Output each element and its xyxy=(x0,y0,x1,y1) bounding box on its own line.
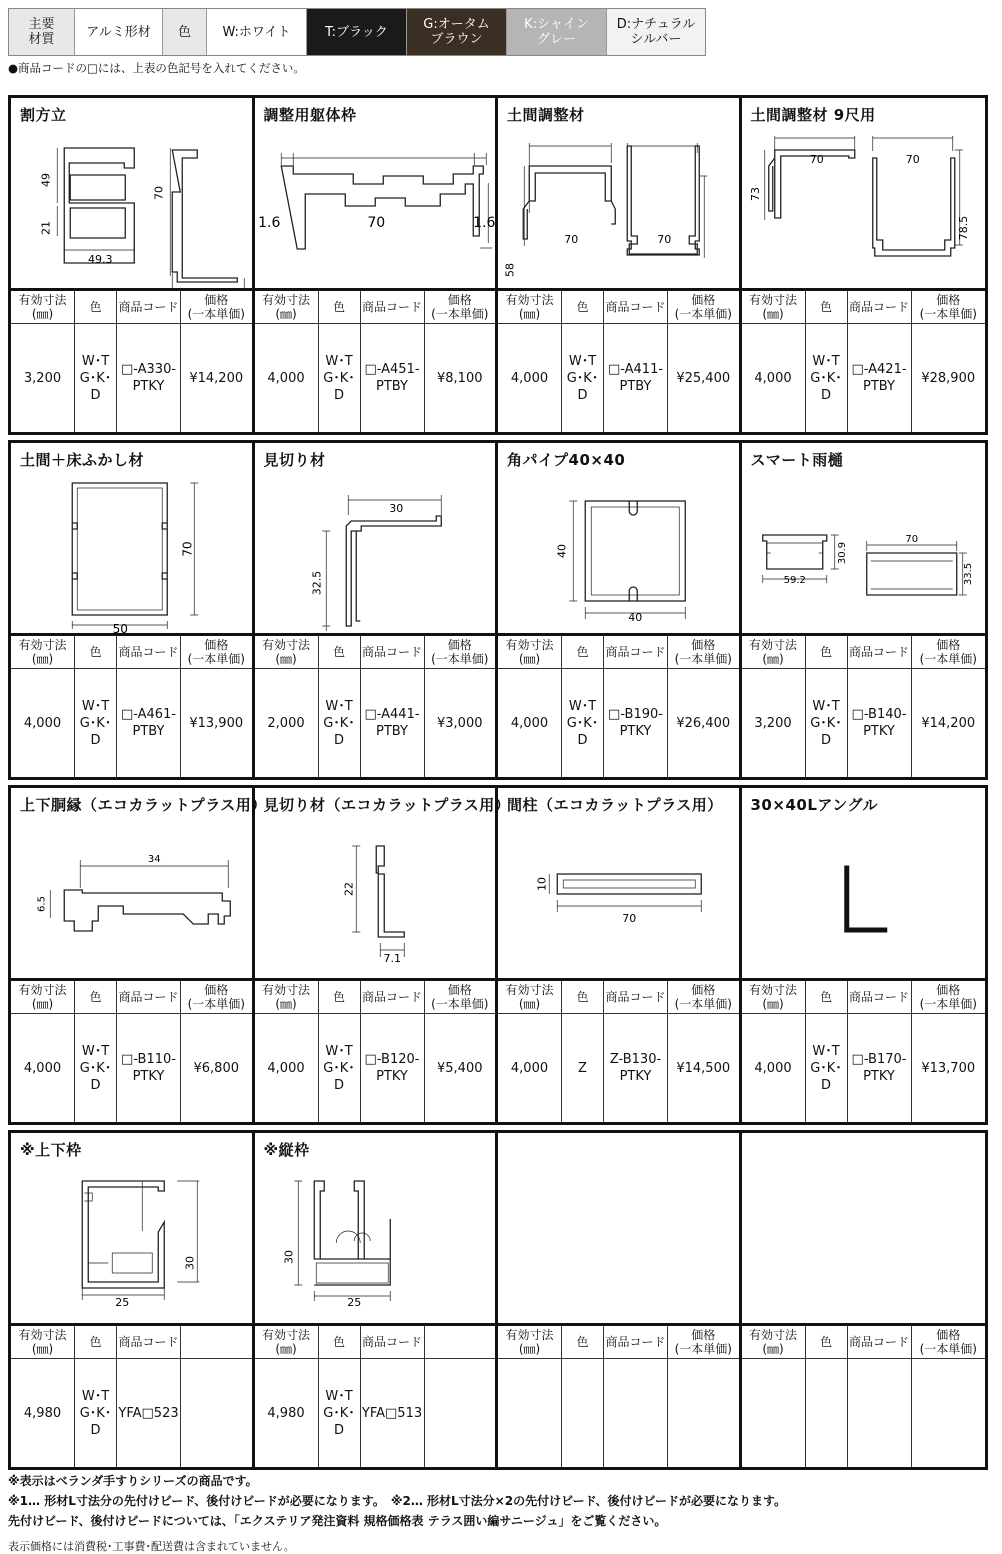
profile-drawing xyxy=(742,818,986,978)
profile-drawing xyxy=(498,818,739,978)
spec-code: □-A411- PTBY xyxy=(604,324,668,433)
dimension-label: 49 xyxy=(39,173,53,187)
dimension-label: 70 xyxy=(366,215,385,231)
product-title: ※上下枠 xyxy=(20,1141,82,1159)
spec-length: 3,200 xyxy=(742,669,806,778)
dimension-label: 34 xyxy=(147,854,161,865)
spec-header-length: 有効寸法 (㎜) xyxy=(742,1326,806,1359)
color-material-table xyxy=(8,8,706,56)
spec-header-color: 色 xyxy=(805,636,847,669)
spec-header-color: 色 xyxy=(75,1326,117,1359)
profile-drawing xyxy=(498,473,739,633)
spec-header-length: 有効寸法 (㎜) xyxy=(498,291,562,324)
profile-drawing xyxy=(11,1163,252,1323)
product-cell xyxy=(742,1133,986,1467)
dimension-label: 59.2 xyxy=(783,575,806,586)
spec-header-length: 有効寸法 (㎜) xyxy=(11,636,75,669)
dimension-label: 21 xyxy=(39,221,53,235)
spec-header-code: 商品コード xyxy=(360,636,424,669)
spec-price xyxy=(424,1359,495,1468)
spec-table xyxy=(255,288,496,432)
dimension-label: 70 xyxy=(622,912,637,925)
spec-price: ¥13,900 xyxy=(189,715,244,731)
spec-header-code: 商品コード xyxy=(604,636,668,669)
header-cell: K:シャイン グレー xyxy=(507,9,607,55)
spec-header-price: 価格 (一本単価) xyxy=(424,981,495,1014)
spec-length: 4,000 xyxy=(498,669,562,778)
product-cell xyxy=(11,1133,255,1467)
dimension-label: 70 xyxy=(905,153,920,166)
spec-code: □-A461- PTBY xyxy=(117,669,181,778)
spec-color: W･T G･K･D xyxy=(318,669,360,778)
product-cell xyxy=(255,98,499,432)
spec-code xyxy=(847,1359,911,1468)
spec-code: □-B120- PTKY xyxy=(360,1014,424,1123)
spec-code: □-A421- PTBY xyxy=(847,324,911,433)
spec-header-color: 色 xyxy=(318,1326,360,1359)
profile-drawing xyxy=(255,818,496,978)
spec-header-color: 色 xyxy=(318,981,360,1014)
spec-price: ¥14,200 xyxy=(921,715,976,731)
spec-color: W･T G･K･D xyxy=(75,1014,117,1123)
dimension-label: 70 xyxy=(180,541,195,557)
spec-header-length: 有効寸法 (㎜) xyxy=(255,1326,319,1359)
product-title: ※縦枠 xyxy=(263,1141,310,1159)
header-cell: T:ブラック xyxy=(307,9,407,55)
profile-drawing xyxy=(255,473,496,633)
spec-code: □-B140- PTKY xyxy=(847,669,911,778)
spec-length: 4,000 xyxy=(255,1014,319,1123)
dimension-label: 30.9 xyxy=(836,541,848,565)
spec-header-length: 有効寸法 (㎜) xyxy=(742,291,806,324)
spec-length: 4,000 xyxy=(498,324,562,433)
spec-price: ¥5,400 xyxy=(437,1060,483,1076)
spec-header-code: 商品コード xyxy=(604,981,668,1014)
dimension-label: 32.5 xyxy=(309,570,323,596)
dimension-label: 40 xyxy=(628,611,643,624)
product-cell xyxy=(255,443,499,777)
spec-header-price: 価格 (一本単価) xyxy=(181,636,252,669)
spec-code: □-B170- PTKY xyxy=(847,1014,911,1123)
product-cell xyxy=(498,98,742,432)
spec-header-length: 有効寸法 (㎜) xyxy=(255,636,319,669)
spec-header-color: 色 xyxy=(75,636,117,669)
dimension-label: 1.6 xyxy=(472,215,495,231)
profile-drawing xyxy=(11,473,252,633)
spec-code: YFA□523 xyxy=(117,1359,181,1468)
spec-header-price: 価格 (一本単価) xyxy=(181,291,252,324)
spec-header-price: 価格 (一本単価) xyxy=(181,981,252,1014)
dimension-label: 6.5 xyxy=(36,896,48,912)
footer-note-2: ※1… 形材L寸法分の先付けビード、後付けビードが必要になります。 ※2… 形材L寸法分×2の先付けビード、後付けビードが必要になります。 xyxy=(8,1494,787,1508)
spec-header-code: 商品コード xyxy=(604,1326,668,1359)
spec-header-length: 有効寸法 (㎜) xyxy=(11,291,75,324)
spec-length: 4,000 xyxy=(11,1014,75,1123)
product-cell xyxy=(11,98,255,432)
product-title: 割方立 xyxy=(20,106,67,124)
spec-header-price: 価格 (一本単価) xyxy=(911,636,985,669)
spec-code: □-A330- PTKY xyxy=(117,324,181,433)
product-title: 土間調整材 xyxy=(507,106,585,124)
spec-code: YFA□513 xyxy=(360,1359,424,1468)
spec-header-code: 商品コード xyxy=(847,636,911,669)
spec-header-code: 商品コード xyxy=(847,291,911,324)
product-title: 調整用躯体枠 xyxy=(263,106,357,124)
spec-table xyxy=(11,288,252,432)
header-cell: W:ホワイト xyxy=(207,9,307,55)
dimension-label: 25 xyxy=(115,1296,130,1309)
header-cell: D:ナチュラル シルバー xyxy=(607,9,705,55)
product-row xyxy=(8,440,988,780)
spec-color: W･T G･K･D xyxy=(805,1014,847,1123)
product-row xyxy=(8,95,988,435)
spec-header-length: 有効寸法 (㎜) xyxy=(498,1326,562,1359)
spec-price: ¥14,500 xyxy=(676,1060,731,1076)
dimension-label: 73 xyxy=(748,187,762,201)
spec-header-price: 価格 (一本単価) xyxy=(668,981,739,1014)
spec-header-blank xyxy=(424,1326,495,1359)
spec-price xyxy=(181,1359,252,1468)
product-cell xyxy=(742,788,986,1122)
spec-header-price: 価格 (一本単価) xyxy=(424,636,495,669)
profile-drawing xyxy=(498,128,739,288)
product-title: 30×40Lアングル xyxy=(750,796,879,814)
product-title: 見切り材（エコカラットプラス用） xyxy=(263,796,511,814)
spec-length: 4,980 xyxy=(11,1359,75,1468)
spec-header-price: 価格 (一本単価) xyxy=(911,1326,985,1359)
spec-header-color: 色 xyxy=(562,1326,604,1359)
header-cell: G:オータム ブラウン xyxy=(407,9,507,55)
spec-length: 4,000 xyxy=(255,324,319,433)
header-cell: アルミ形材 xyxy=(75,9,163,55)
spec-color: W･T G･K･D xyxy=(805,669,847,778)
spec-color: W･T G･K･D xyxy=(562,324,604,433)
product-title: 土間＋床ふかし材 xyxy=(20,451,145,469)
profile-drawing xyxy=(255,128,496,288)
spec-header-length: 有効寸法 (㎜) xyxy=(255,981,319,1014)
spec-header-color: 色 xyxy=(75,291,117,324)
spec-length: 2,000 xyxy=(255,669,319,778)
spec-header-length: 有効寸法 (㎜) xyxy=(498,636,562,669)
spec-color: W･T G･K･D xyxy=(318,324,360,433)
dimension-label: 49.3 xyxy=(88,253,113,266)
spec-color xyxy=(562,1359,604,1468)
profile-drawing xyxy=(11,818,252,978)
spec-length: 3,200 xyxy=(11,324,75,433)
product-cell xyxy=(11,788,267,1122)
dimension-label: 30 xyxy=(281,1250,295,1264)
spec-price: ¥3,000 xyxy=(437,715,483,731)
dimension-label: 22 xyxy=(341,882,355,896)
spec-length: 4,000 xyxy=(11,669,75,778)
profile-drawing xyxy=(742,128,986,288)
spec-length: 4,000 xyxy=(498,1014,562,1123)
profile-drawing xyxy=(11,128,252,288)
spec-color: W･T G･K･D xyxy=(75,669,117,778)
spec-header-color: 色 xyxy=(805,291,847,324)
spec-header-color: 色 xyxy=(562,981,604,1014)
spec-length: 4,980 xyxy=(255,1359,319,1468)
product-cell xyxy=(11,443,255,777)
product-cell xyxy=(255,1133,499,1467)
dimension-label: 78.5 xyxy=(956,215,970,241)
spec-header-code: 商品コード xyxy=(604,291,668,324)
spec-table xyxy=(255,978,496,1122)
dimension-label: 70 xyxy=(904,534,918,545)
spec-color: W･T G･K･D xyxy=(75,1359,117,1468)
product-cell xyxy=(742,98,986,432)
spec-code: □-B190- PTKY xyxy=(604,669,668,778)
dimension-label: 10 xyxy=(535,877,549,891)
spec-table xyxy=(498,1323,739,1467)
spec-code: □-B110- PTKY xyxy=(117,1014,181,1123)
profile-drawing xyxy=(255,1163,496,1323)
spec-header-code: 商品コード xyxy=(847,981,911,1014)
spec-color: Z xyxy=(562,1014,604,1123)
spec-length xyxy=(742,1359,806,1468)
spec-color: W･T G･K･D xyxy=(75,324,117,433)
spec-price: ¥14,200 xyxy=(189,370,244,386)
product-cell xyxy=(255,788,511,1122)
spec-price xyxy=(668,1359,739,1468)
dimension-label: 70 xyxy=(564,233,579,246)
spec-price: ¥28,900 xyxy=(921,370,976,386)
spec-table xyxy=(11,633,252,777)
spec-length: 4,000 xyxy=(742,324,806,433)
spec-length xyxy=(498,1359,562,1468)
spec-color: W･T G･K･D xyxy=(805,324,847,433)
spec-code: □-A441- PTBY xyxy=(360,669,424,778)
spec-table xyxy=(498,978,739,1122)
dimension-label: 50 xyxy=(112,622,128,633)
spec-header-price: 価格 (一本単価) xyxy=(668,291,739,324)
spec-header-color: 色 xyxy=(318,291,360,324)
spec-code xyxy=(604,1359,668,1468)
spec-header-code: 商品コード xyxy=(117,291,181,324)
spec-price: ¥25,400 xyxy=(676,370,731,386)
product-cell xyxy=(498,1133,742,1467)
dimension-label: 70 xyxy=(657,233,672,246)
product-row xyxy=(8,1130,988,1470)
spec-table xyxy=(742,633,986,777)
product-title: 角パイプ40×40 xyxy=(507,451,626,469)
spec-header-length: 有効寸法 (㎜) xyxy=(11,1326,75,1359)
spec-header-code: 商品コード xyxy=(360,1326,424,1359)
product-title: 見切り材 xyxy=(263,451,326,469)
spec-price: ¥6,800 xyxy=(193,1060,239,1076)
profile-drawing xyxy=(498,1163,739,1323)
spec-length: 4,000 xyxy=(742,1014,806,1123)
spec-header-code: 商品コード xyxy=(117,636,181,669)
spec-header-blank xyxy=(181,1326,252,1359)
spec-header-color: 色 xyxy=(562,636,604,669)
spec-header-code: 商品コード xyxy=(360,981,424,1014)
footer-note-4: 表示価格には消費税･工事費･配送費は含まれていません。 xyxy=(8,1540,295,1553)
spec-header-length: 有効寸法 (㎜) xyxy=(742,636,806,669)
spec-table xyxy=(498,288,739,432)
dimension-label: 30 xyxy=(183,1256,197,1270)
spec-header-color: 色 xyxy=(805,981,847,1014)
spec-color: W･T G･K･D xyxy=(562,669,604,778)
dimension-label: 58 xyxy=(503,263,517,277)
dimension-label: 30 xyxy=(388,502,403,515)
spec-header-length: 有効寸法 (㎜) xyxy=(498,981,562,1014)
spec-table xyxy=(498,633,739,777)
spec-table xyxy=(255,1323,496,1467)
footer-note-3: 先付けビード、後付けビードについては、「エクステリア発注資料 規格価格表 テラス囲い編サニージュ」をご覧ください。 xyxy=(8,1514,667,1528)
spec-header-length: 有効寸法 (㎜) xyxy=(742,981,806,1014)
color-code-note: ●商品コードの□には、上表の色記号を入れてください。 xyxy=(8,61,305,75)
profile-drawing xyxy=(742,473,986,633)
spec-header-color: 色 xyxy=(318,636,360,669)
spec-table xyxy=(255,633,496,777)
spec-table xyxy=(11,1323,252,1467)
spec-price: ¥13,700 xyxy=(921,1060,976,1076)
product-title: スマート雨樋 xyxy=(750,451,844,469)
spec-header-price: 価格 (一本単価) xyxy=(668,636,739,669)
spec-table xyxy=(742,978,986,1122)
spec-header-price: 価格 (一本単価) xyxy=(911,981,985,1014)
dimension-label: 70 xyxy=(809,153,824,166)
spec-header-color: 色 xyxy=(805,1326,847,1359)
spec-header-length: 有効寸法 (㎜) xyxy=(11,981,75,1014)
spec-header-color: 色 xyxy=(562,291,604,324)
spec-header-code: 商品コード xyxy=(117,1326,181,1359)
dimension-label: 7.1 xyxy=(383,952,401,965)
spec-price: ¥26,400 xyxy=(676,715,731,731)
spec-price: ¥8,100 xyxy=(437,370,483,386)
product-cell xyxy=(498,443,742,777)
dimension-label: 40 xyxy=(555,544,569,558)
header-cell: 色 xyxy=(163,9,207,55)
spec-header-code: 商品コード xyxy=(360,291,424,324)
spec-color: W･T G･K･D xyxy=(318,1359,360,1468)
spec-code: Z-B130- PTKY xyxy=(604,1014,668,1123)
spec-header-length: 有効寸法 (㎜) xyxy=(255,291,319,324)
product-row xyxy=(8,785,988,1125)
spec-table xyxy=(742,288,986,432)
footer-note-1: ※表示はベランダ手すりシリーズの商品です。 xyxy=(8,1474,258,1488)
spec-header-color: 色 xyxy=(75,981,117,1014)
spec-code: □-A451- PTBY xyxy=(360,324,424,433)
spec-header-price: 価格 (一本単価) xyxy=(668,1326,739,1359)
spec-table xyxy=(11,978,252,1122)
spec-header-code: 商品コード xyxy=(117,981,181,1014)
spec-header-code: 商品コード xyxy=(847,1326,911,1359)
product-title: 土間調整材 9尺用 xyxy=(750,106,876,124)
spec-header-price: 価格 (一本単価) xyxy=(424,291,495,324)
dimension-label: 33.5 xyxy=(962,562,974,586)
spec-color: W･T G･K･D xyxy=(318,1014,360,1123)
profile-drawing xyxy=(742,1163,986,1323)
product-title: 上下胴縁（エコカラットプラス用） xyxy=(20,796,267,814)
spec-price xyxy=(911,1359,985,1468)
spec-header-price: 価格 (一本単価) xyxy=(911,291,985,324)
header-cell: 主要 材質 xyxy=(9,9,75,55)
product-cell xyxy=(498,788,742,1122)
dimension-label: 1.6 xyxy=(257,215,280,231)
dimension-label: 70 xyxy=(152,186,166,200)
spec-table xyxy=(742,1323,986,1467)
product-title: 間柱（エコカラットプラス用） xyxy=(507,796,723,814)
spec-color xyxy=(805,1359,847,1468)
product-cell xyxy=(742,443,986,777)
dimension-label: 25 xyxy=(346,1296,361,1309)
